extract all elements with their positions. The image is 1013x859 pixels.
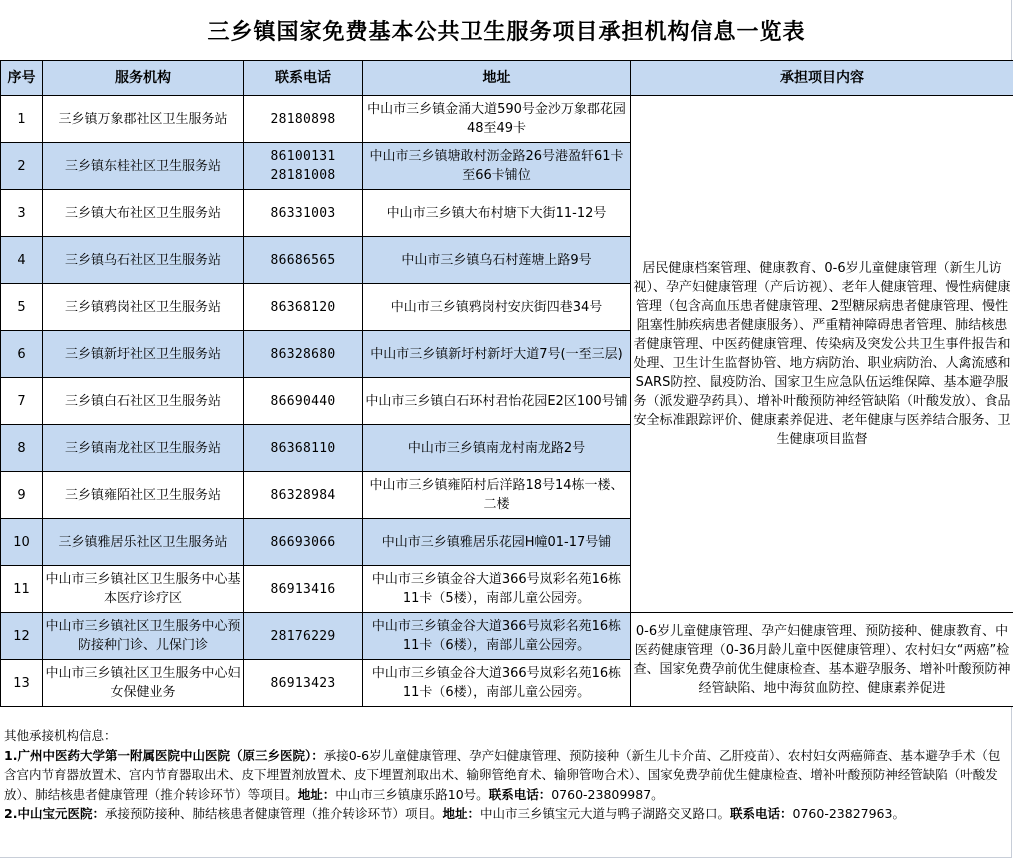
row-phone: 28180898 [244, 96, 363, 143]
table-row [1, 613, 1013, 660]
row-address: 中山市三乡镇雅居乐花园H幢01-17号铺 [363, 519, 631, 566]
row-phone: 28176229 [244, 613, 363, 660]
row-org: 三乡镇鸦岗社区卫生服务站 [43, 284, 244, 331]
item2-address: 中山市三乡镇宝元大道与鸭子湖路交叉路口。 [479, 806, 730, 821]
item2-desc: 承接预防接种、肺结核患者健康管理（推介转诊环节）项目。 [104, 806, 443, 821]
row-no: 3 [1, 190, 43, 237]
row-phone: 86913416 [244, 566, 363, 613]
row-no: 7 [1, 378, 43, 425]
row-phone: 86328984 [244, 472, 363, 519]
row-address: 中山市三乡镇金谷大道366号岚彩名苑16栋11卡（6楼），南部儿童公园旁。 [363, 613, 631, 660]
row-phone: 86368120 [244, 284, 363, 331]
header-address: 地址 [363, 61, 631, 96]
other-institutions-notes [0, 722, 1013, 828]
item2-address-label: 地址： [442, 806, 480, 821]
header-no: 序号 [1, 61, 43, 96]
row-address: 中山市三乡镇金涌大道590号金沙万象郡花园48至49卡 [363, 96, 631, 143]
row-address: 中山市三乡镇白石环村君怡花园E2区100号铺 [363, 378, 631, 425]
row-address: 中山市三乡镇雍陌村后洋路18号14栋一楼、二楼 [363, 472, 631, 519]
row-address: 中山市三乡镇乌石村莲塘上路9号 [363, 237, 631, 284]
table-header-row [1, 61, 1013, 96]
row-phone: 86331003 [244, 190, 363, 237]
item1-phone: 0760-23809987。 [551, 786, 664, 802]
row-address: 中山市三乡镇金谷大道366号岚彩名苑16栋11卡（5楼），南部儿童公园旁。 [363, 566, 631, 613]
row-phone: 86693066 [244, 519, 363, 566]
row-org: 三乡镇南龙社区卫生服务站 [43, 425, 244, 472]
row-org: 中山市三乡镇社区卫生服务中心基本医疗诊疗区 [43, 566, 244, 613]
row-no: 8 [1, 425, 43, 472]
row-phone: 86368110 [244, 425, 363, 472]
item1-address: 中山市三乡镇康乐路10号。 [335, 786, 489, 802]
row-address: 中山市三乡镇南龙村南龙路2号 [363, 425, 631, 472]
item1-phone-label: 联系电话： [488, 786, 552, 802]
projects-group-2: 0-6岁儿童健康管理、孕产妇健康管理、预防接种、健康教育、中医药健康管理（0-36月龄儿童中医健康管理）、农村妇女“两癌”检查、国家免费孕前优生健康检查、基本避孕服务、增补叶酸预防神经管缺陷、地中海贫血防控、健康素养促进 [631, 613, 1013, 707]
row-phone [244, 143, 363, 190]
institution-table [0, 60, 1013, 707]
header-projects: 承担项目内容 [631, 61, 1013, 96]
row-phone: 86913423 [244, 660, 363, 707]
row-org: 三乡镇雍陌社区卫生服务站 [43, 472, 244, 519]
item1-name: 1.广州中医药大学第一附属医院中山医院（原三乡医院）： [4, 747, 324, 763]
row-no: 6 [1, 331, 43, 378]
item2-name: 2.中山宝元医院： [4, 806, 105, 821]
row-org: 三乡镇白石社区卫生服务站 [43, 378, 244, 425]
row-address: 中山市三乡镇塘敢村沥金路26号港盈轩61卡至66卡铺位 [363, 143, 631, 190]
row-no: 12 [1, 613, 43, 660]
row-org: 三乡镇新圩社区卫生服务站 [43, 331, 244, 378]
row-org: 中山市三乡镇社区卫生服务中心预防接种门诊、儿保门诊 [43, 613, 244, 660]
row-org: 中山市三乡镇社区卫生服务中心妇女保健业务 [43, 660, 244, 707]
row-no: 13 [1, 660, 43, 707]
row-org: 三乡镇大布社区卫生服务站 [43, 190, 244, 237]
item1-address-label: 地址： [297, 786, 336, 802]
row-org: 三乡镇万象郡社区卫生服务站 [43, 96, 244, 143]
row-address: 中山市三乡镇金谷大道366号岚彩名苑16栋11卡（6楼），南部儿童公园旁。 [363, 660, 631, 707]
page-title: 三乡镇国家免费基本公共卫生服务项目承担机构信息一览表 [207, 19, 806, 45]
row-org: 三乡镇雅居乐社区卫生服务站 [43, 519, 244, 566]
row-no: 10 [1, 519, 43, 566]
row-phone: 86690440 [244, 378, 363, 425]
row-phone-1: 86100131 [270, 149, 336, 164]
row-address: 中山市三乡镇新圩村新圩大道7号(一至三层) [363, 331, 631, 378]
item2-phone-label: 联系电话： [730, 806, 793, 821]
row-address: 中山市三乡镇大布村塘下大街11-12号 [363, 190, 631, 237]
row-org: 三乡镇东桂社区卫生服务站 [43, 143, 244, 190]
row-phone-2: 28181008 [270, 168, 336, 183]
row-no: 2 [1, 143, 43, 190]
notes-item-2 [4, 804, 1009, 824]
row-no: 4 [1, 237, 43, 284]
header-phone: 联系电话 [244, 61, 363, 96]
item1-desc: 承接0-6岁儿童健康管理、孕产妇健康管理、预防接种（新生儿卡介苗、乙肝疫苗）、农村妇女两癌筛查、基本避孕手术（包含宫内节育器放置术、宫内节育器取出术、皮下埋置剂放置术、皮下埋置剂取出术、输卵管绝育术、输卵管吻合术）、国家免费孕前优生健康检查、增补叶酸预防神经管缺陷（叶酸发放）、肺结核患者健康管理（推介转诊环节）等项目。 [4, 747, 1001, 802]
row-phone: 86328680 [244, 331, 363, 378]
row-org: 三乡镇乌石社区卫生服务站 [43, 237, 244, 284]
item2-phone: 0760-23827963。 [792, 806, 905, 821]
notes-heading: 其他承接机构信息： [4, 728, 117, 743]
row-no: 5 [1, 284, 43, 331]
notes-item-1 [4, 746, 1009, 805]
row-no: 1 [1, 96, 43, 143]
projects-group-1: 居民健康档案管理、健康教育、0-6岁儿童健康管理（新生儿访视）、孕产妇健康管理（产后访视）、老年人健康管理、慢性病健康管理（包含高血压患者健康管理、2型糖尿病患者健康管理、慢性阻塞性肺疾病患者健康服务）、严重精神障碍患者管理、肺结核患者健康管理、中医药健康管理、传染病及突发公共卫生事件报告和处理、卫生计生监督协管、地方病防治、职业病防治、人禽流感和SARS防控、鼠疫防治、国家卫生应急队伍运维保障、基本避孕服务（派发避孕药具）、增补叶酸预防神经管缺陷（叶酸发放）、食品安全标准跟踪评价、健康素养促进、老年健康与医养结合服务、卫生健康项目监督 [631, 96, 1013, 613]
row-no: 11 [1, 566, 43, 613]
table-row [1, 96, 1013, 143]
row-address: 中山市三乡镇鸦岗村安庆街四巷34号 [363, 284, 631, 331]
row-no: 9 [1, 472, 43, 519]
header-org: 服务机构 [43, 61, 244, 96]
row-phone: 86686565 [244, 237, 363, 284]
